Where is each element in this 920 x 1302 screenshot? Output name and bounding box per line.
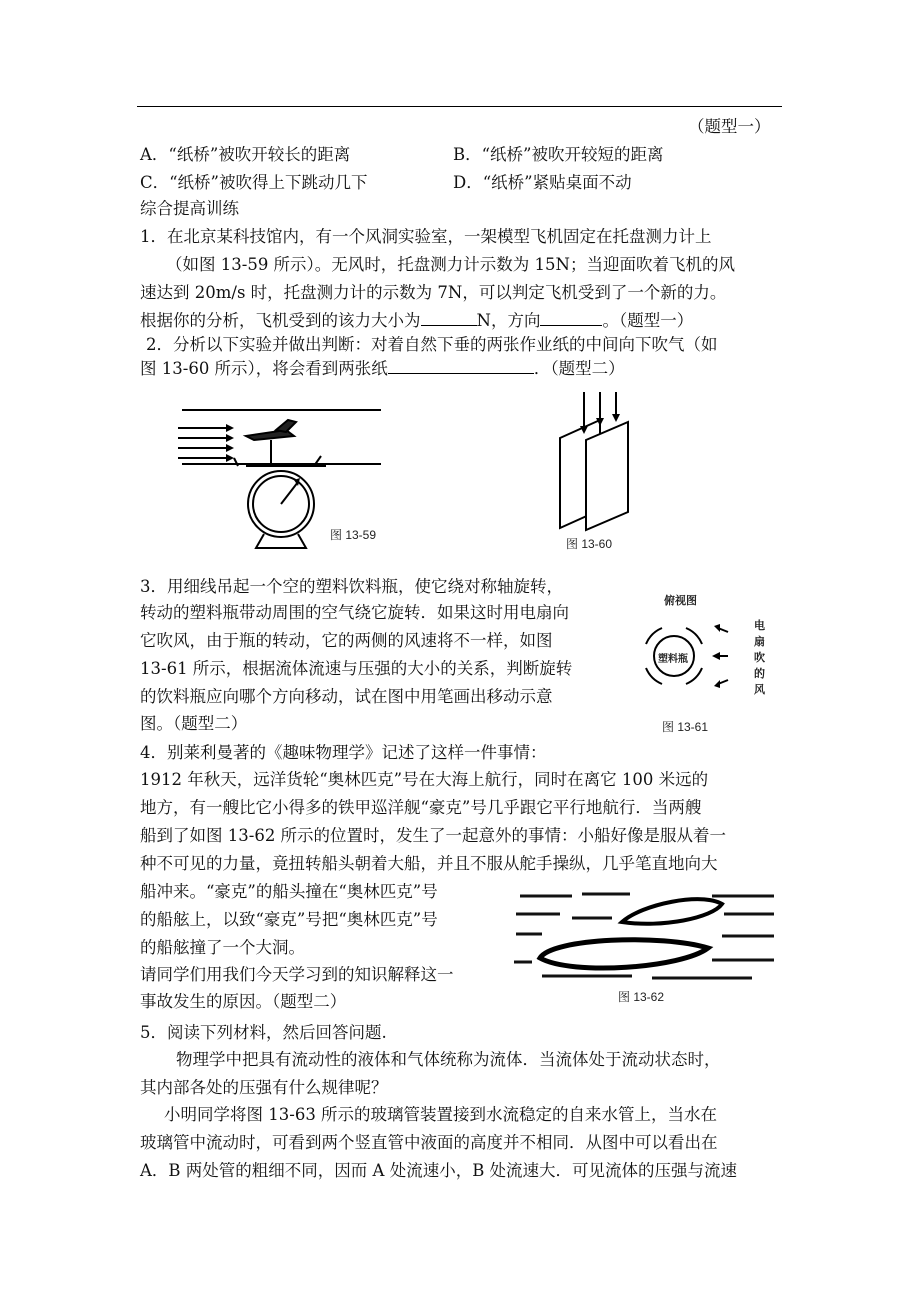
q1-line-3: 速达到 20m/s 时，托盘测力计的示数为 7N，可以判定飞机受到了一个新的力。 xyxy=(140,283,727,302)
q3-line-2: 转动的塑料瓶带动周围的空气绕它旋转．如果这时用电扇向 xyxy=(140,603,569,622)
q2-line-1: 2．分析以下实验并做出判断：对着自然下垂的两张作业纸的中间向下吹气（如 xyxy=(146,335,718,354)
large-ship-olympic xyxy=(540,940,708,968)
q1-text-a: 根据你的分析，飞机受到的该力大小为 xyxy=(140,311,421,330)
arrowhead xyxy=(226,454,234,462)
arrowhead xyxy=(612,414,620,422)
arrowhead xyxy=(226,434,234,442)
q4-line-9: 请同学们用我们今天学习到的知识解释这一 xyxy=(140,965,454,984)
q5-line-3: 其内部各处的压强有什么规律呢？ xyxy=(140,1078,388,1097)
bottle-label: 塑料瓶 xyxy=(658,654,688,665)
arrowhead xyxy=(712,652,720,660)
q4-line-6: 船冲来。“豪克”的船头撞在“奥林匹克”号 xyxy=(140,882,438,901)
section-title: 综合提高训练 xyxy=(140,199,239,218)
q1-direction-blank[interactable] xyxy=(540,325,602,326)
q4-line-2: 1912 年秋天，远洋货轮“奥林匹克”号在大海上航行，同时在离它 100 米远的 xyxy=(140,770,709,789)
plane-tail xyxy=(276,420,296,432)
arrowhead xyxy=(226,424,234,432)
figure-13-62-caption: 图 13-62 xyxy=(618,990,665,1004)
wind-label-char: 的 xyxy=(754,668,765,680)
figure-13-59-caption: 图 13-59 xyxy=(330,528,377,542)
figure-13-61-caption: 图 13-61 xyxy=(662,720,709,734)
q3-line-4: 13-61 所示，根据流体流速与压强的大小的关系，判断旋转 xyxy=(140,659,573,678)
option-d: D．“纸桥”紧贴桌面不动 xyxy=(453,173,632,192)
figure-13-60-caption: 图 13-60 xyxy=(566,537,613,551)
q4-line-1: 4．别莱利曼著的《趣味物理学》记述了这样一件事情： xyxy=(140,743,547,762)
q3-line-5: 的饮料瓶应向哪个方向移动，试在图中用笔画出移动示意 xyxy=(140,687,553,706)
wind-label-char: 风 xyxy=(754,684,765,696)
wind-label-char: 扇 xyxy=(754,636,765,648)
q5-line-4: 小明同学将图 13-63 所示的玻璃管装置接到水流稳定的自来水管上，当水在 xyxy=(164,1105,718,1124)
header-question-type: （题型一） xyxy=(688,117,771,136)
figure-13-62-ships xyxy=(512,884,778,984)
q4-line-8: 的船舷撞了一个大洞。 xyxy=(140,938,305,957)
arrowhead xyxy=(714,680,720,688)
q1-line-2: （如图 13-59 所示）。无风时，托盘测力计示数为 15N；当迎面吹着飞机的风 xyxy=(166,255,735,274)
option-b: B．“纸桥”被吹开较短的距离 xyxy=(453,145,664,164)
wind-label-char: 电 xyxy=(754,620,765,632)
q1-force-blank[interactable] xyxy=(421,325,477,326)
q5-line-5: 玻璃管中流动时，可看到两个竖直管中液面的高度并不相同．从图中可以看出在 xyxy=(140,1133,718,1152)
option-a: A．“纸桥”被吹开较长的距离 xyxy=(140,145,351,164)
q3-line-6: 图。（题型二） xyxy=(140,714,248,733)
figure-13-60-paper-sheets xyxy=(550,390,640,532)
q2-line-2 xyxy=(140,356,625,382)
q2-text-a: 图 13-60 所示），将会看到两张纸 xyxy=(140,359,388,378)
q1-text-b: N，方向 xyxy=(476,311,541,330)
arrowhead xyxy=(714,624,720,632)
scale-needle xyxy=(281,482,298,504)
q4-line-3: 地方，有一艘比它小得多的铁甲巡洋舰“豪克”号几乎跟它平行地航行．当两艘 xyxy=(140,798,702,817)
q2-text-b: ．（题型二） xyxy=(533,359,625,378)
wind-label-char: 吹 xyxy=(754,652,765,664)
q2-answer-blank[interactable] xyxy=(388,373,534,374)
q3-line-1: 3．用细线吊起一个空的塑料饮料瓶，使它绕对称轴旋转， xyxy=(140,577,563,596)
fan-wind-label xyxy=(754,618,768,698)
q5-line-2: 物理学中把具有流动性的液体和气体统称为流体．当流体处于流动状态时， xyxy=(176,1050,721,1069)
q4-line-4: 船到了如图 13-62 所示的位置时，发生了一起意外的事情：小船好像是服从着一 xyxy=(140,826,727,845)
q4-line-10: 事故发生的原因。（题型二） xyxy=(140,992,347,1011)
q1-text-c: 。（题型一） xyxy=(602,311,694,330)
option-c: C．“纸桥”被吹得上下跳动几下 xyxy=(140,173,368,192)
q4-line-7: 的船舷上，以致“豪克”号把“奥林匹克”号 xyxy=(140,910,438,929)
top-view-label: 俯视图 xyxy=(664,595,697,607)
q4-line-5: 种不可见的力量，竟扭转船头朝着大船，并且不服从舵手操纵，几乎笔直地向大 xyxy=(140,854,718,873)
q5-line-6: A．B 两处管的粗细不同，因而 A 处流速小，B 处流速大．可见流体的压强与流速 xyxy=(140,1161,738,1180)
q5-line-1: 5．阅读下列材料，然后回答问题. xyxy=(140,1023,387,1042)
small-ship-hawke xyxy=(622,899,722,924)
header-rule xyxy=(137,106,782,107)
q1-line-1: 1．在北京某科技馆内，有一个风洞实验室，一架模型飞机固定在托盘测力计上 xyxy=(140,227,712,246)
arrowhead xyxy=(226,444,234,452)
q1-line-4 xyxy=(140,308,693,334)
q3-line-3: 它吹风，由于瓶的转动，它的两侧的风速将不一样，如图 xyxy=(140,631,553,650)
paper-sheet-right xyxy=(586,422,628,530)
